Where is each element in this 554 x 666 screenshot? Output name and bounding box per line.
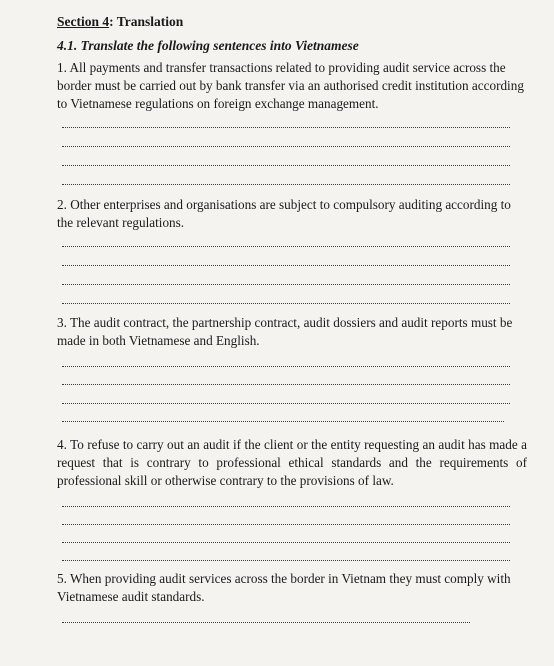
- question-1-text: 1. All payments and transfer transactions related to providing audit service across the border must be carried out by bank transfer via an authorised credit institution according to Vietnamese regulations on foreign exchange management.: [57, 60, 524, 111]
- answer-line[interactable]: [62, 246, 510, 247]
- answer-line[interactable]: [62, 560, 510, 561]
- answer-line[interactable]: [62, 146, 510, 147]
- answer-line[interactable]: [62, 506, 510, 507]
- answer-line[interactable]: [62, 165, 510, 166]
- answer-line[interactable]: [62, 303, 510, 304]
- answer-line[interactable]: [62, 184, 510, 185]
- question-2-text: 2. Other enterprises and organisations are subject to compulsory auditing according to the relevant regulations.: [57, 197, 511, 230]
- answer-line[interactable]: [62, 284, 510, 285]
- subsection-heading: 4.1. Translate the following sentences into Vietnamese: [57, 38, 359, 53]
- section-number: Section 4: [57, 14, 110, 29]
- answer-line[interactable]: [62, 622, 470, 623]
- section-separator: :: [109, 14, 117, 29]
- question-5-text: 5. When providing audit services across the border in Vietnam they must comply with Vietnamese audit standards.: [57, 571, 511, 604]
- answer-line[interactable]: [62, 366, 510, 367]
- section-title: Translation: [116, 14, 184, 29]
- question-4-text: 4. To refuse to carry out an audit if the client or the entity requesting an audit has made a request that is contrary to professional ethical standards and the requirements of professional skill or otherwise contrary to the provisions of law.: [57, 437, 527, 488]
- answer-line[interactable]: [62, 421, 504, 422]
- answer-line[interactable]: [62, 524, 510, 525]
- answer-line[interactable]: [62, 542, 510, 543]
- answer-line[interactable]: [62, 265, 510, 266]
- answer-line[interactable]: [62, 127, 510, 128]
- answer-line[interactable]: [62, 384, 510, 385]
- question-3-text: 3. The audit contract, the partnership contract, audit dossiers and audit reports must be made in both Vietnamese and English.: [57, 315, 513, 348]
- answer-line[interactable]: [62, 403, 510, 404]
- section-heading: [57, 14, 183, 30]
